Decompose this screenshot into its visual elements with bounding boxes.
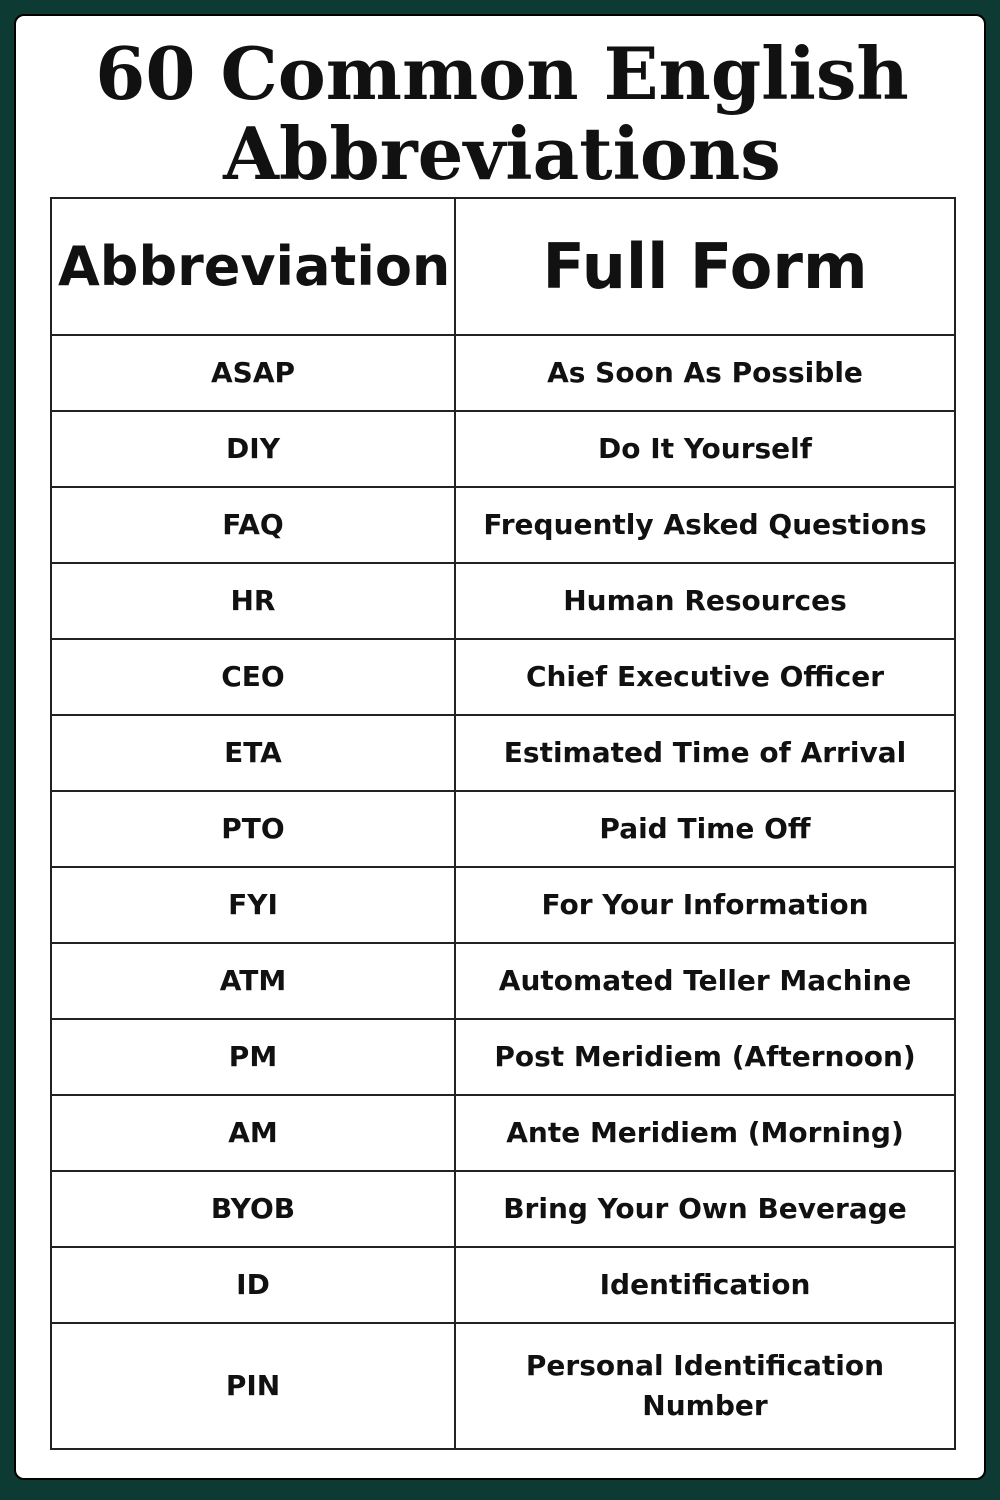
full-form-cell: Ante Meridiem (Morning)	[455, 1095, 955, 1171]
abbreviation-cell: FYI	[51, 867, 455, 943]
table-row	[51, 563, 955, 639]
table-row	[51, 1247, 955, 1323]
table-row	[51, 487, 955, 563]
abbreviation-cell: DIY	[51, 411, 455, 487]
full-form-cell: Paid Time Off	[455, 791, 955, 867]
abbreviation-cell: PM	[51, 1019, 455, 1095]
table-row	[51, 943, 955, 1019]
full-form-cell: Do It Yourself	[455, 411, 955, 487]
full-form-cell: Human Resources	[455, 563, 955, 639]
page-title	[16, 31, 988, 196]
table-row	[51, 791, 955, 867]
full-form-cell: Personal Identification Number	[455, 1323, 955, 1449]
full-form-cell: Identification	[455, 1247, 955, 1323]
infographic-card	[14, 14, 986, 1480]
table-row	[51, 1171, 955, 1247]
abbreviation-cell: FAQ	[51, 487, 455, 563]
abbreviation-cell: CEO	[51, 639, 455, 715]
abbreviation-cell: ATM	[51, 943, 455, 1019]
full-form-cell: As Soon As Possible	[455, 335, 955, 411]
full-form-cell: Estimated Time of Arrival	[455, 715, 955, 791]
abbreviation-cell: ETA	[51, 715, 455, 791]
table-header-row	[51, 198, 955, 335]
abbreviation-cell: HR	[51, 563, 455, 639]
title-line-1: 60 Common English	[95, 31, 909, 116]
full-form-cell: Automated Teller Machine	[455, 943, 955, 1019]
table-row	[51, 1095, 955, 1171]
abbreviation-cell: PIN	[51, 1323, 455, 1449]
full-form-cell: Post Meridiem (Afternoon)	[455, 1019, 955, 1095]
abbreviation-cell: BYOB	[51, 1171, 455, 1247]
table-row	[51, 411, 955, 487]
full-form-cell: Frequently Asked Questions	[455, 487, 955, 563]
full-form-cell: Bring Your Own Beverage	[455, 1171, 955, 1247]
abbreviation-cell: ID	[51, 1247, 455, 1323]
header-full-form: Full Form	[455, 198, 955, 335]
table-row	[51, 1323, 955, 1449]
abbreviations-table	[50, 197, 956, 1450]
table-row	[51, 639, 955, 715]
table-row	[51, 1019, 955, 1095]
table-row	[51, 867, 955, 943]
table-row	[51, 335, 955, 411]
abbreviation-cell: ASAP	[51, 335, 455, 411]
title-line-2: Abbreviations	[223, 111, 781, 196]
header-abbreviation: Abbreviation	[51, 198, 455, 335]
abbreviation-cell: PTO	[51, 791, 455, 867]
full-form-cell: Chief Executive Officer	[455, 639, 955, 715]
full-form-cell: For Your Information	[455, 867, 955, 943]
abbreviation-cell: AM	[51, 1095, 455, 1171]
table-row	[51, 715, 955, 791]
